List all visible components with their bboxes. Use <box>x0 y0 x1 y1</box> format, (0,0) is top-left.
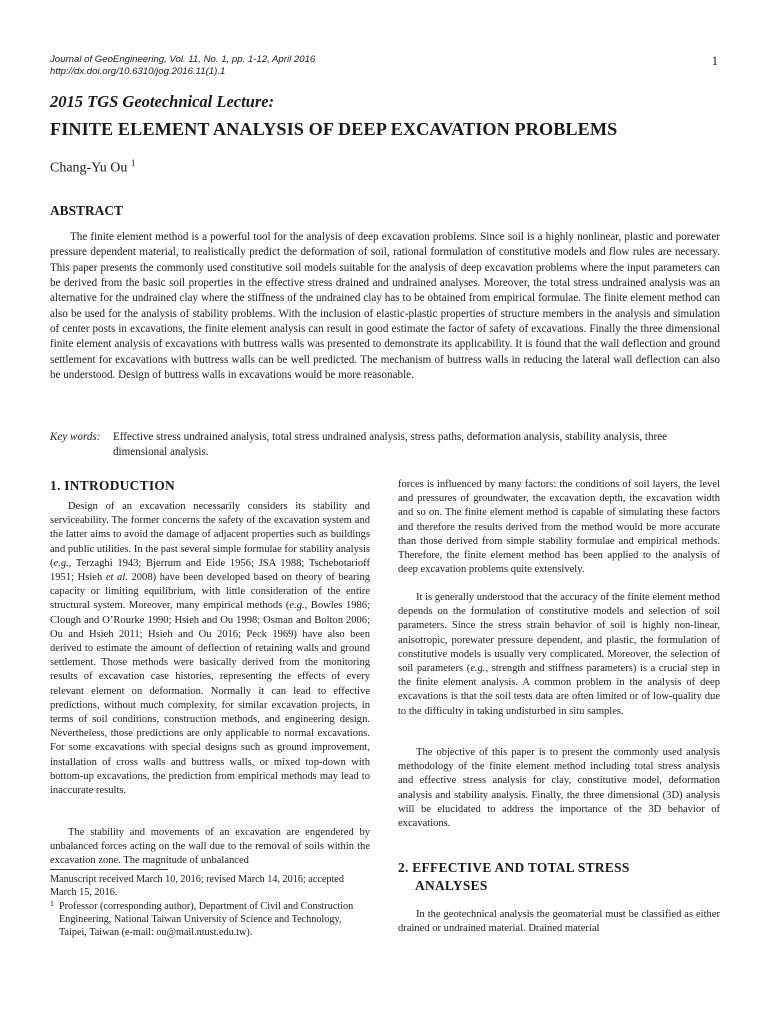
page-number: 1 <box>711 54 718 68</box>
text-run: , Bowles 1986; Clough and O’Rourke 1990; Hsieh and Ou 1998; Osman and Bolton 2006; Ou and Hsieh 2011; Hsieh and Ou 2016; Peck 1969) have also been derived to estimate the amount of deflection of retaining walls and ground settlement. Those methods were basically derived from the monitoring results of excavation case histories, representing the effects of every relevant element on deformation. Normally it can lead to effective predictions, without much complexity, for similar excavation projects, in terms of soil conditions, construction methods, and engineering design. Nevertheless, those predictions are only applicable to normal excavations. For some excavations with special designs such as ground improvement, installation of cross walls and buttress walls, or mixed top-down with bottom-up excavations, the prediction from empirical methods may lead to inaccurate results. <box>50 600 371 797</box>
section-heading-effective-total-stress <box>398 859 720 895</box>
text-run: It is generally understood that the accuracy of the finite element method depends on the formulation of constitutive models and selection of soil parameters. Since the stress strain behavior of soil is highly non-linear, anisotropic, porewater pressure dependent, and plastic, the formulation of constitutive models is usually very complicated. Moreover, the selection of soil parameters ( <box>398 592 720 675</box>
text-run-italic: e.g. <box>470 663 486 675</box>
introduction-paragraph-2-continued <box>398 478 720 577</box>
paragraph-text: In the geotechnical analysis the geomaterial must be classified as either drained or undrained material. Drained material <box>398 909 720 935</box>
keywords-label: Key words: <box>50 431 101 443</box>
lecture-label: 2015 TGS Geotechnical Lecture: <box>50 92 275 111</box>
paper-title: FINITE ELEMENT ANALYSIS OF DEEP EXCAVATION PROBLEMS <box>50 119 618 139</box>
footnote-divider <box>50 869 168 870</box>
keywords-text: Effective stress undrained analysis, total stress undrained analysis, stress paths, deformation analysis, stability analysis, three dimensional analysis. <box>113 431 668 459</box>
author-affiliation-mark: 1 <box>130 158 136 168</box>
author-name <box>50 158 135 177</box>
text-run-italic: e.g. <box>289 600 305 612</box>
abstract-body: The finite element method is a powerful tool for the analysis of deep excavation problems. Since soil is a highly nonlinear, plastic and porewater pressure dependent material, to realistically predict the deformation of soil, rational formulation of constitutive models and flow rules are necessary. This paper presents the commonly used constitutive soil models suitable for the analysis of deep excavation problems where the input parameters can be derived from the basic soil properties in the effective stress drained and undrained analyses. Moreover, the total stress undrained analysis was an alternative for the undrained clay where the stiffness of the undrained clay has to be obtained from empirical formulae. The finite element method can also be used for the analysis of stability problems. With the inclusion of elastic-plastic properties of structure members in the analysis and simulation of center posts in excavations, the finite element analysis can result in good estimate the factor of safety of excavations. Finally the three dimensional finite element analysis of excavations with buttress walls was presented to demonstrate its applicability. It is found that the wall deflection and ground settlement for excavations with buttress walls can be well predicted. The mechanism of buttress walls in reducing the lateral wall deflection can also be understood. Design of buttress walls in excavations would be more reasonable. <box>50 231 720 382</box>
footnote-text: Manuscript received March 10, 2016; revised March 14, 2016; accepted March 15, 2016. <box>50 874 344 899</box>
paragraph-text: The objective of this paper is to present the commonly used analysis methodology of the finite element method including total stress analysis and effective stress analysis for clay, constitutive model, deformation analysis and stability analysis. Finally, the three dimensional (3D) analysis will be elucidated to address the importance of the 3D behavior of excavations. <box>398 747 720 830</box>
footnotes <box>50 873 370 939</box>
introduction-paragraph-1 <box>50 500 370 798</box>
footnote-mark: 1 <box>50 898 54 908</box>
footnote-manuscript-dates <box>50 873 370 900</box>
section-heading-introduction: 1. INTRODUCTION <box>50 478 176 493</box>
heading-line: ANALYSES <box>415 878 488 893</box>
text-run: , Terzaghi 1943; Bjerrum and Eide 1956; JSA 1988; Tschebotarioff 1951; Hsieh <box>50 557 370 584</box>
paragraph-text: forces is influenced by many factors: the conditions of soil layers, the level and pressures of groundwater, the excavation depth, the excavation width and so on. The finite element method is capable of simulating these factors and therefore the results derived from the method would be more accurate than those derived from simple stability formulae and empirical methods. Therefore, the finite element method has been applied to the analysis of deep excavation problems quite extensively. <box>398 479 720 576</box>
text-run: Design of an excavation necessarily considers its stability and serviceability. The former concerns the safety of the excavation system and the latter aims to avoid the damage of adjacent properties such as buildings and public utilities. In the past several simple formulae for stability analysis ( <box>50 501 370 569</box>
text-run-italic: e.g. <box>53 557 69 569</box>
journal-citation: Journal of GeoEngineering, Vol. 11, No. 1, pp. 1-12, April 2016 <box>50 54 316 65</box>
author-text: Chang-Yu Ou <box>50 160 128 176</box>
heading-line: 2. EFFECTIVE AND TOTAL STRESS <box>398 860 630 875</box>
footnote-text: Professor (corresponding author), Department of Civil and Construction Engineering, National Taiwan University of Science and Technology, Taipei, Taiwan (e-mail: ou@mail.ntust.edu.tw). <box>59 900 354 939</box>
footnote-author <box>50 900 370 940</box>
keywords-block <box>50 430 720 461</box>
introduction-paragraph-4 <box>398 746 720 831</box>
section2-paragraph-1 <box>398 908 720 936</box>
paragraph-text: The stability and movements of an excavation are engendered by unbalanced forces acting on the wall due to the removal of soils within the excavation zone. The magnitude of unbalanced <box>50 827 370 867</box>
journal-header <box>50 54 718 78</box>
introduction-paragraph-2 <box>50 826 370 869</box>
text-run: . 2008) have been developed based on theory of bearing capacity or limiting equilibrium, with little consideration of the entire structural system. Moreover, many empirical methods ( <box>50 572 370 612</box>
text-run-italic: et al <box>105 572 126 584</box>
introduction-paragraph-3 <box>398 591 720 719</box>
abstract-heading: ABSTRACT <box>50 203 123 218</box>
journal-doi: http://dx.doi.org/10.6310/jog.2016.11(1).1 <box>50 66 226 77</box>
text-run: , strength and stiffness parameters) is a crucial step in the finite element analysis. A common problem in the analysis of deep excavations is that the soil tests data are often limited or of low-quality due to the difficulty in taking undisturbed in situ samples. <box>398 663 720 717</box>
